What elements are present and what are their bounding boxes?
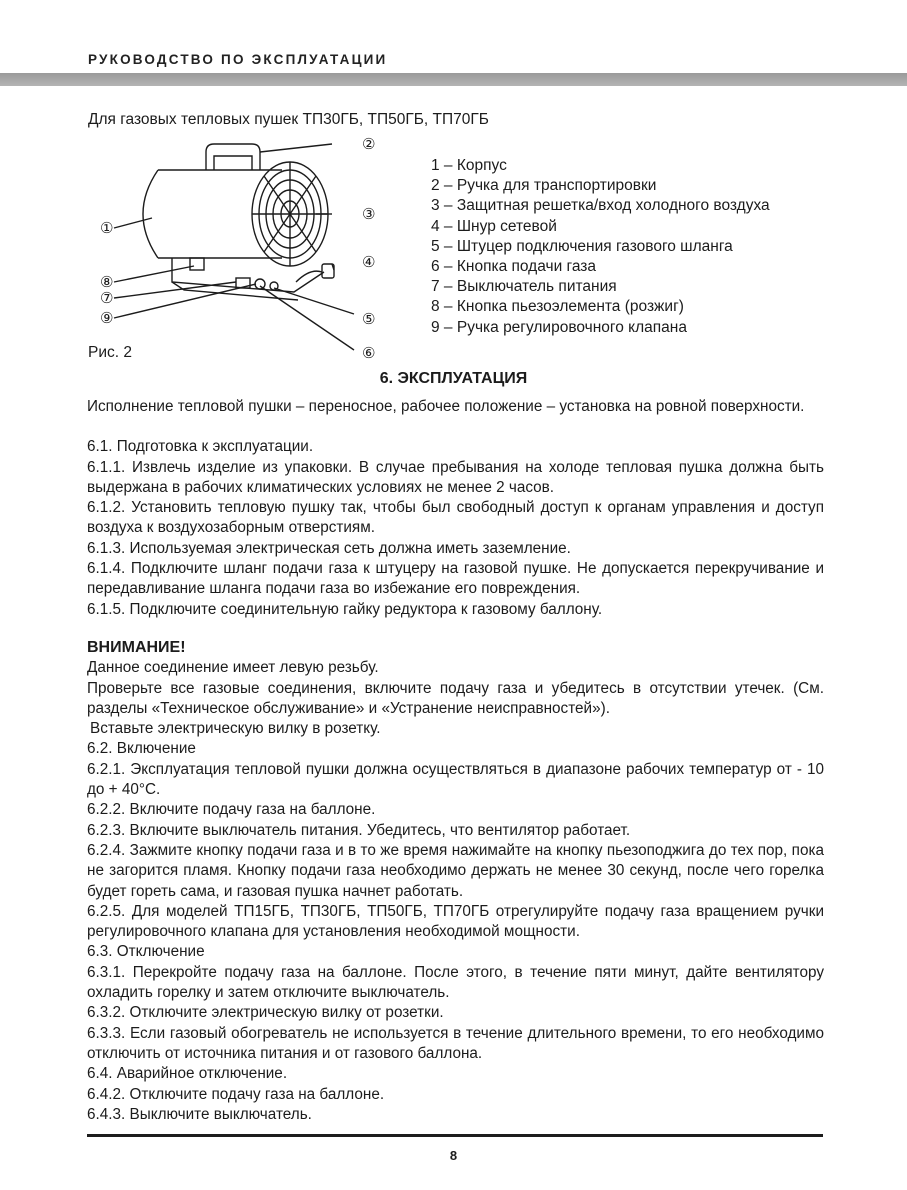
parts-legend [431,156,770,338]
paragraph: Вставьте электрическую вилку в розетку. [90,720,381,738]
body-text [87,397,824,1125]
paragraph: Исполнение тепловой пушки – переносное, рабочее положение – установка на ровной поверхности. [87,398,805,415]
paragraph: 6.3.1. Перекройте подачу газа на баллоне. После этого, в течение пяти минут, дайте вентилятору охладить горелку и затем отключите выключатель. [87,963,824,1002]
callout-8: ⑧ [100,273,114,291]
paragraph: 6.2.1. Эксплуатация тепловой пушки должна осуществляться в диапазоне рабочих температур от - 10 до + 40°С. [87,760,824,799]
callout-5: ⑤ [362,310,376,328]
paragraph: 6.2.4. Зажмите кнопку подачи газа и в то же время нажимайте на кнопку пьезоподжига до тех пор, пока не загорится пламя. Кнопку подачи газа необходимо держать не менее 30 секунд, после чего горелка будет гореть сама, и газовая пушка начнет работать. [87,841,824,900]
legend-item: 2 – Ручка для транспортировки [431,177,657,195]
paragraph: 6.2.2. Включите подачу газа на баллоне. [87,801,376,819]
header-bar [0,73,907,86]
subtitle: Для газовых тепловых пушек ТП30ГБ, ТП50ГБ, ТП70ГБ [88,111,489,128]
callout-4: ④ [362,253,376,271]
page-number: 8 [449,1148,458,1163]
legend-item: 7 – Выключатель питания [431,278,617,296]
paragraph: 6.3. Отключение [87,943,205,961]
paragraph: 6.4.3. Выключите выключатель. [87,1105,312,1123]
paragraph: 6.3.2. Отключите электрическую вилку от розетки. [87,1004,444,1022]
callout-6: ⑥ [362,344,376,362]
legend-item: 1 – Корпус [431,157,507,174]
paragraph: 6.1. Подготовка к эксплуатации. [87,438,314,456]
section-title: 6. ЭКСПЛУАТАЦИЯ [379,370,528,387]
heater-illustration [84,132,384,364]
paragraph: Проверьте все газовые соединения, включите подачу газа и убедитесь в отсутствии утечек. (См. разделы «Техническое обслуживание» и «Устранение неисправностей»). [87,679,824,717]
warning-heading: ВНИМАНИЕ! [87,638,186,656]
paragraph: 6.1.4. Подключите шланг подачи газа к штуцеру на газовой пушке. Не допускается перекручивание и передавливание шланга подачи газа во избежание его повреждения. [87,560,824,598]
figure-caption: Рис. 2 [88,344,132,361]
callout-7: ⑦ [100,289,114,307]
paragraph: 6.3.3. Если газовый обогреватель не используется в течение длительного времени, то его необходимо отключить от источника питания и от газового баллона. [87,1024,824,1062]
paragraph: Данное соединение имеет левую резьбу. [87,659,379,677]
legend-item: 4 – Шнур сетевой [431,217,557,235]
paragraph: 6.2.5. Для моделей ТП15ГБ, ТП30ГБ, ТП50ГБ, ТП70ГБ отрегулируйте подачу газа вращением ручки регулировочного клапана для установления необходимой мощности. [87,902,824,941]
legend-item: 5 – Штуцер подключения газового шланга [431,237,733,255]
bottom-rule [87,1134,823,1137]
paragraph: 6.1.5. Подключите соединительную гайку редуктора к газовому баллону. [87,600,603,618]
heater-figure [84,132,384,364]
paragraph: 6.1.2. Установить тепловую пушку так, чтобы был свободный доступ к органам управления и доступ воздуха к воздухозаборным отверстиям. [87,499,824,537]
paragraph: 6.2. Включение [87,740,196,758]
callout-3: ③ [362,205,376,223]
paragraph: 6.4. Аварийное отключение. [87,1065,288,1083]
legend-item: 3 – Защитная решетка/вход холодного воздуха [431,197,770,215]
paragraph: 6.2.3. Включите выключатель питания. Убедитесь, что вентилятор работает. [87,821,631,839]
callout-2: ② [362,135,376,153]
callout-1: ① [100,219,114,237]
legend-item: 8 – Кнопка пьезоэлемента (розжиг) [431,298,684,316]
paragraph: 6.1.1. Извлечь изделие из упаковки. В случае пребывания на холоде тепловая пушка должна быть выдержана в рабочих климатических условиях не менее 2 часов. [87,458,824,496]
paragraph: 6.4.2. Отключите подачу газа на баллоне. [87,1085,385,1103]
legend-item: 9 – Ручка регулировочного клапана [431,318,687,336]
paragraph: 6.1.3. Используемая электрическая сеть должна иметь заземление. [87,539,571,557]
callout-9: ⑨ [100,309,114,327]
header-title: РУКОВОДСТВО ПО ЭКСПЛУАТАЦИИ [88,52,388,67]
legend-item: 6 – Кнопка подачи газа [431,258,597,276]
